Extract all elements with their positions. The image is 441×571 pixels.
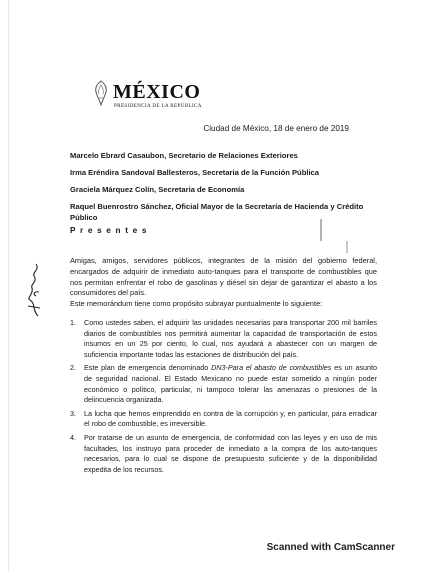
recipient-line: Graciela Márquez Colín, Secretaria de Economía: [70, 185, 245, 194]
list-number: 3.: [70, 408, 76, 418]
salutation: P r e s e n t e s: [70, 226, 148, 235]
purpose-line: Este memorándum tiene como propósito subrayar puntualmente lo siguiente:: [70, 299, 323, 308]
presidency-logo: [92, 80, 202, 120]
pen-mark: [316, 218, 326, 242]
handwritten-signature: [20, 258, 46, 318]
pen-mark: [344, 240, 350, 254]
recipient-line: Raquel Buenrostro Sánchez, Oficial Mayor de la Secretaría de Hacienda y Crédito Público: [70, 202, 364, 222]
eagle-seal-icon: [92, 80, 110, 106]
list-number: 4.: [70, 432, 76, 442]
list-item: [70, 409, 377, 430]
list-number: 1.: [70, 318, 76, 327]
list-item-text: es un asunto de seguridad nacional. El Estado Mexicano no puede estar sometido a ningún poder económico o político, particular, ni tampoco tolerar las amenazas o presiones de la delincuencia organizada.: [84, 363, 377, 405]
list-item-text: La lucha que hemos emprendido en contra de la corrupción y, en particular, para erradicar el robo de combustible, es irreversible.: [84, 408, 377, 429]
list-item-text: Este plan de emergencia denominado: [84, 363, 212, 373]
list-item-text: Por tratarse de un asunto de emergencia, de conformidad con las leyes y en uso de mis facultades, los instruyo para proceder de inmediato a la compra de los auto-tanques necesarios, para lo cual se dispone de presupuesto suficiente y de la disponibilidad expedita de los recursos.: [84, 432, 377, 474]
office-name: PRESIDENCIA DE LA REPÚBLICA: [114, 103, 202, 109]
list-item: [70, 363, 377, 405]
recipient-line: Marcelo Ebrard Casaubon, Secretario de Relaciones Exteriores: [70, 151, 298, 160]
intro-paragraph: Amigas, amigos, servidores públicos, integrantes de la misión del gobierno federal, encargados de adquirir de inmediato auto-tanques para el transporte de combustibles que nos permitan enfrentar el robo de gasolinas y diésel sin dejar de garantizar el abasto a los consumidores del país.: [70, 256, 377, 298]
numbered-list: [70, 318, 377, 478]
document-date: Ciudad de México, 18 de enero de 2019: [203, 124, 349, 133]
list-item-text: Como ustedes saben, el adquirir las unidades necesarias para transportar 200 mil barriles diarios de combustibles nos permitirá aumentar la capacidad de transportación de estos insumos en un 25 por ciento, lo cual, nos ayudará a abastecer con un margen de suficiencia importante todas las estaciones de distribución del país.: [84, 318, 377, 359]
country-name: MÉXICO: [113, 81, 201, 103]
list-item: [70, 318, 377, 360]
scanner-watermark: Scanned with CamScanner: [266, 542, 395, 553]
scan-edge-line: [8, 0, 9, 571]
list-item: [70, 433, 377, 475]
recipient-line: Irma Eréndira Sandoval Ballesteros, Secretaria de la Función Pública: [70, 168, 319, 177]
plan-name: DN3-Para el abasto de combustibles: [211, 363, 332, 373]
list-number: 2.: [70, 363, 76, 373]
